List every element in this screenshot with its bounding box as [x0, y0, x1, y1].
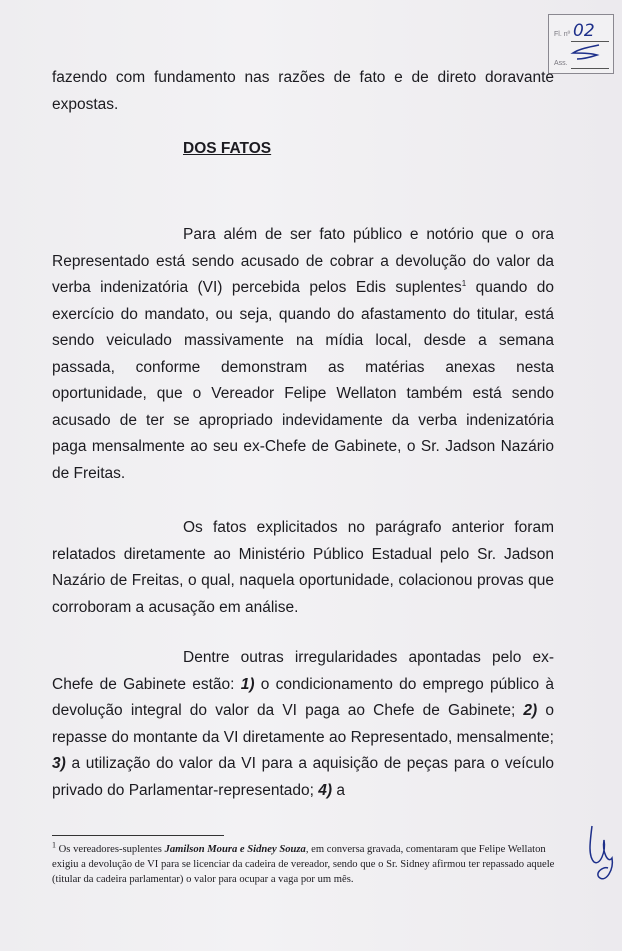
signature-line	[571, 68, 609, 69]
folio-number: 02	[573, 21, 595, 41]
intro-paragraph: fazendo com fundamento nas razões de fato e de direto doravante expostas.	[52, 69, 554, 113]
facts-paragraph-3: Dentre outras irregularidades apontadas pelo ex-Chefe de Gabinete estão: 1) o condicionamento do emprego público à devolução integral do valor da VI paga ao Chefe de Gabinete; 2) o repasse do montante da VI diretamente ao Representado, mensalmente; 3) a utilização do valor da VI para a aquisição de peças para o veículo privado do Parlamentar-representado; 4) a	[52, 649, 554, 799]
footnote-separator	[52, 835, 224, 836]
initials-signature-icon	[569, 43, 605, 61]
footnote-reference: 1	[461, 278, 467, 288]
folio-stamp	[548, 14, 614, 74]
footnote: $^1$ Os vereadores-suplentes Jamilson Moura e Sidney Souza, em conversa gravada, comentaram que Felipe Wellaton exigiu a devolução de VI para se licenciar da cadeira de vereador, sendo que o Sr. Sidney afirmou ter repassado aquele (titular da cadeira parlamentar) o valor para ocupar a vaga por um mês.	[52, 840, 555, 885]
facts-paragraph-2: Os fatos explicitados no parágrafo anterior foram relatados diretamente ao Ministério Público Estadual pelo Sr. Jadson Nazário de Freitas, o qual, naquela oportunidade, colacionou provas que corroboram a acusação em análise.	[52, 519, 554, 616]
section-heading: DOS FATOS	[183, 140, 272, 157]
handwritten-signature-icon	[584, 822, 618, 886]
folio-line	[571, 41, 609, 42]
facts-paragraph-1: Para além de ser fato público e notório que o ora Representado está sendo acusado de cobrar a devolução do valor da verba indenizatória (VI) percebida pelos Edis suplentes$^1$ quando do exercício do mandato, ou seja, quando do afastamento do titular, está sendo veiculado massivamente na mídia local, desde a semana passada, conforme demonstram as matérias anexas nesta oportunidade, que o Vereador Felipe Wellaton também está sendo acusado de ter se apropriado indevidamente da verba indenizatória paga mensalmente ao seu ex-Chefe de Gabinete, o Sr. Jadson Nazário de Freitas.	[52, 226, 555, 482]
signature-label: Ass.	[554, 60, 568, 67]
folio-label: Fl. nº	[554, 31, 571, 38]
